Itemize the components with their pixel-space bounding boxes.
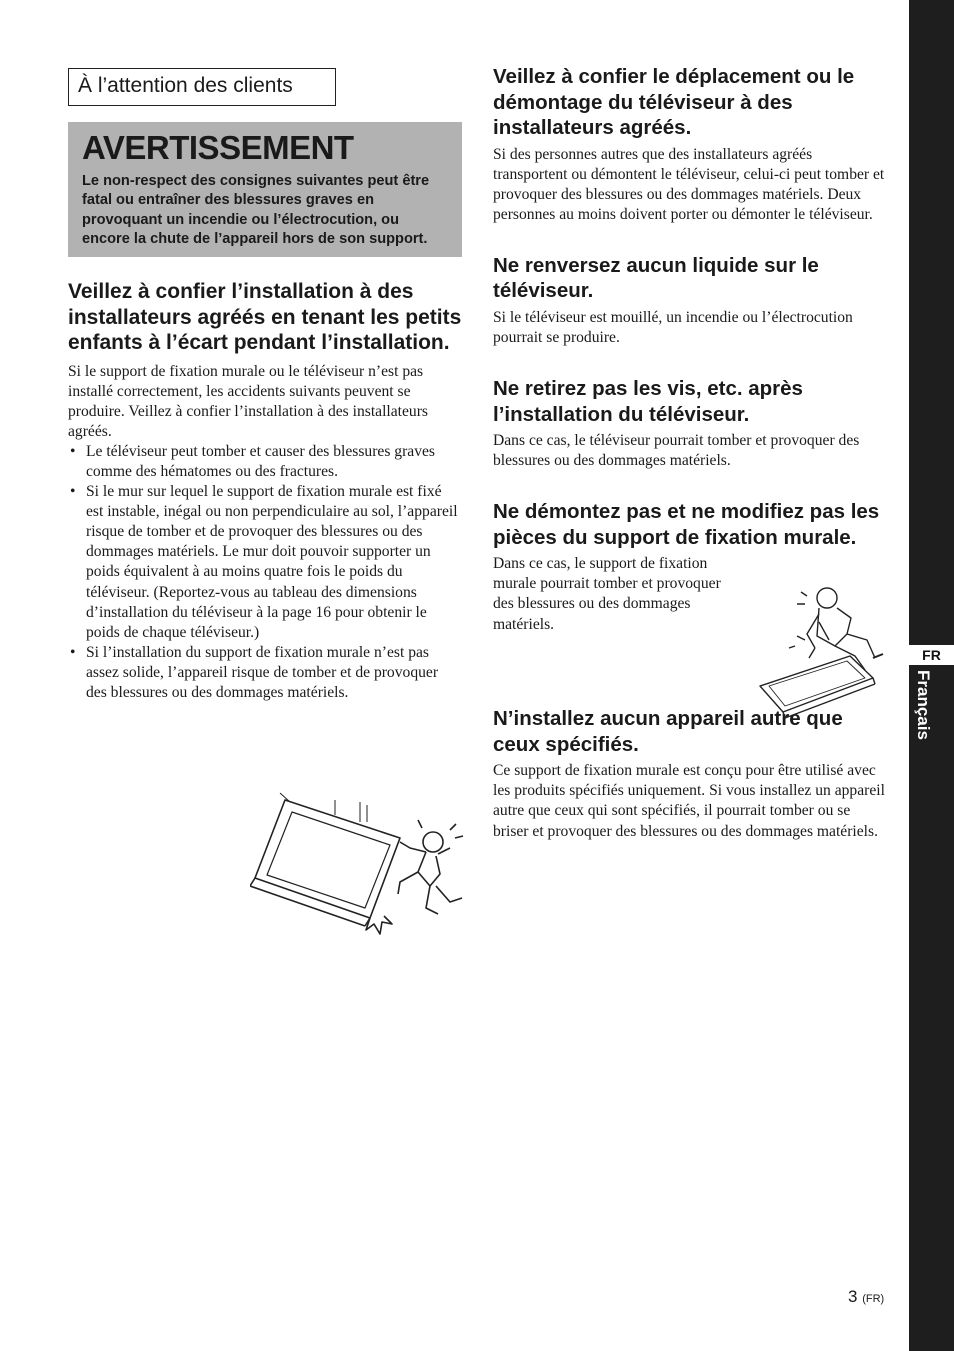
other-devices-text: Ce support de fixation murale est conçu pour être utilisé avec les produits spécifiés uniquement. Si vous installez un appareil autre que ceux qui sont spécifiés, il pourrait tomber ou se briser et provoquer des blessures ou des dommages matériels. [493,762,885,840]
liquid-text: Si le téléviseur est mouillé, un incendie ou l’électrocution pourrait se produire. [493,308,853,346]
page-number-value: 3 [848,1287,858,1306]
other-devices-heading: N’installez aucun appareil autre que ceux spécifiés. [493,707,843,756]
modify-text: Dans ce cas, le support de fixation murale pourrait tomber et provoquer des blessures ou des dommages matériels. [493,555,721,633]
list-item: • Le téléviseur peut tomber et causer des blessures graves comme des hématomes ou des fractures. [68,442,462,482]
liquid-heading: Ne renversez aucun liquide sur le téléviseur. [493,253,819,303]
warning-title: AVERTISSEMENT [82,129,354,166]
installation-heading: Veillez à confier l’installation à des installateurs agréés en tenant les petits enfants à l’écart pendant l’installation. [68,280,462,354]
audience-heading: À l’attention des clients [68,68,336,106]
page-number-suffix: (FR) [862,1293,885,1305]
page-number [848,1287,884,1307]
moving-heading: Veillez à confier le déplacement ou le démontage du téléviseur à des installateurs agréés. [493,65,855,139]
right-column [493,64,888,842]
worker-illustration [755,578,885,720]
falling-tv-illustration [250,790,465,935]
installation-intro: Si le support de fixation murale ou le téléviseur n’est pas installé correctement, les accidents suivants peuvent se produire. Veillez à confier l’installation à des installateurs agréés. [68,362,428,440]
moving-text: Si des personnes autres que des installateurs agréés transportent ou démontent le téléviseur, celui-ci peut tomber et provoquer des blessures ou des dommages matériels. Deux personnes au moins doivent porter ou démonter le téléviseur. [493,145,885,223]
language-code-badge: FR [909,645,954,665]
screws-text: Dans ce cas, le téléviseur pourrait tomber et provoquer des blessures ou des dommages matériels. [493,432,860,470]
modify-heading: Ne démontez pas et ne modifiez pas les pièces du support de fixation murale. [493,500,880,549]
screws-heading: Ne retirez pas les vis, etc. après l’installation du téléviseur. [493,377,803,426]
left-column [68,68,462,703]
language-label: Français [914,670,933,740]
warning-box [68,122,462,257]
warning-text: Le non-respect des consignes suivantes peut être fatal ou entraîner des blessures graves en provoquant un incendie ou l’électrocution, ou encore la chute de l’appareil hors de son support. [82,173,430,248]
installation-bullets [68,442,462,703]
list-item: • Si le mur sur lequel le support de fixation murale est fixé est instable, inégal ou non perpendiculaire au sol, l’appareil risque de tomber et de provoquer des blessures ou des dommages matériels. Le mur doit pouvoir supporter un poids équivalent à au moins quatre fois le poids du téléviseur. (Reportez-vous au tableau des dimensions d’installation du téléviseur à la page 16 pour obtenir le poids de chaque téléviseur.) [68,482,462,643]
list-item: • Si l’installation du support de fixation murale n’est pas assez solide, l’appareil risque de tomber et de provoquer des blessures ou des dommages matériels. [68,643,462,703]
